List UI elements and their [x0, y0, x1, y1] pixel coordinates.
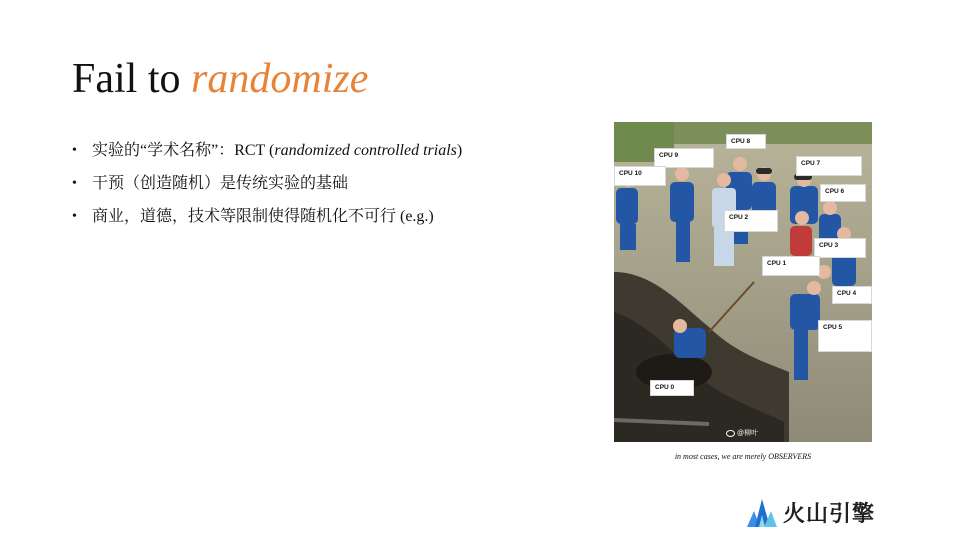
photo-watermark: [726, 428, 758, 438]
photo-caption: in most cases, we are merely OBSERVERS: [674, 452, 812, 461]
cpu-label: CPU 4: [832, 286, 872, 304]
workers-photo: [614, 122, 872, 442]
bullet-icon: •: [72, 176, 77, 191]
bullet-item: [72, 204, 462, 230]
cpu-label: CPU 7: [796, 156, 862, 176]
title-main: Fail to: [72, 56, 192, 102]
bullet-icon: •: [72, 209, 77, 224]
cpu-label: CPU 8: [726, 134, 766, 149]
cpu-label: CPU 6: [820, 184, 866, 202]
cpu-label: CPU 9: [654, 148, 714, 168]
cpu-label: CPU 1: [762, 256, 820, 276]
bullet-text-pre: 实验的“学术名称”：RCT (: [92, 142, 275, 159]
bullet-item: [72, 138, 462, 164]
bullet-text: 商业，道德，技术等限制使得随机化不可行 (e.g.): [92, 208, 434, 225]
bullet-list: [72, 138, 462, 237]
cpu-label: CPU 2: [724, 210, 778, 232]
cpu-label: CPU 3: [814, 238, 866, 258]
bullet-item: [72, 171, 462, 197]
volcano-engine-logo-icon: [747, 497, 777, 527]
bullet-icon: •: [72, 143, 77, 158]
bullet-text-italic: randomized controlled trials: [274, 142, 457, 159]
cpu-label: CPU 10: [614, 166, 666, 186]
cpu-label: CPU 5: [818, 320, 872, 352]
weibo-icon: [726, 430, 735, 437]
bullet-text-post: ): [456, 142, 463, 159]
logo-text: 火山引擎: [783, 501, 876, 527]
title-accent: randomize: [191, 56, 369, 102]
slide-title: [72, 52, 368, 106]
bullet-text: 干预（创造随机）是传统实验的基础: [92, 175, 349, 192]
company-logo: [747, 495, 875, 529]
watermark-text: @柳叶: [737, 430, 759, 437]
cpu-label: CPU 0: [650, 380, 694, 396]
